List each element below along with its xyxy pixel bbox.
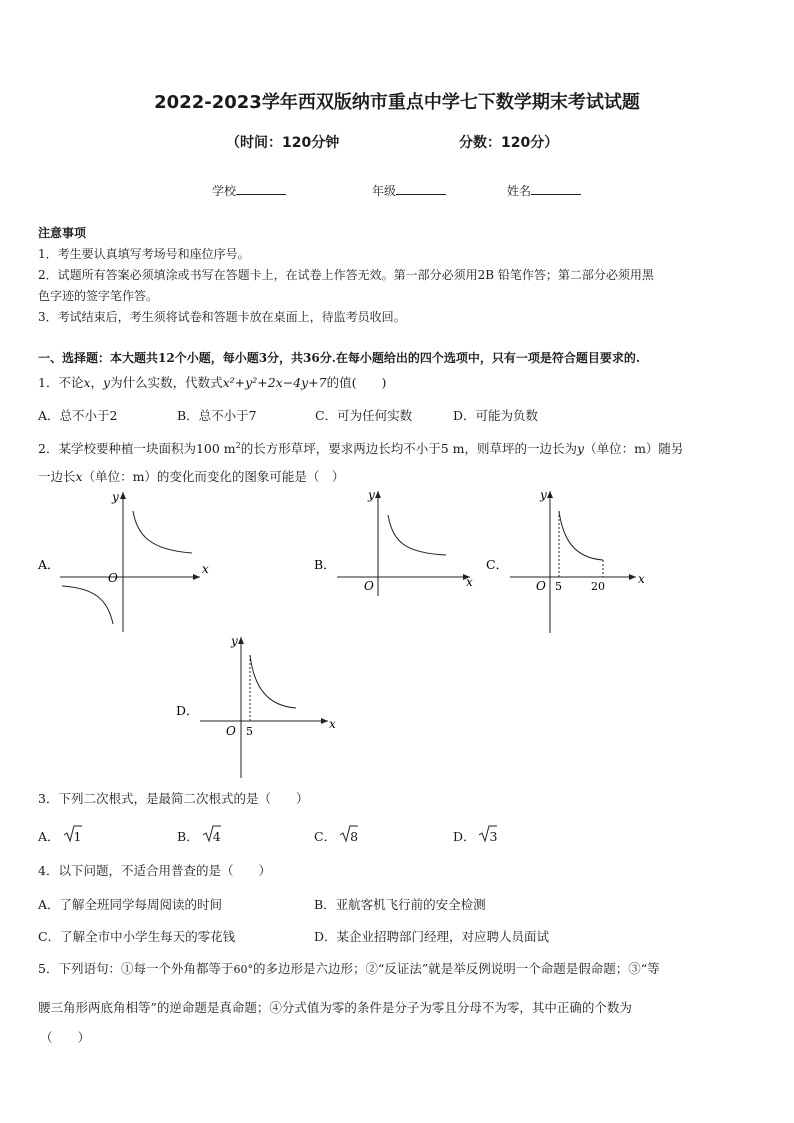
curve-q3 bbox=[62, 586, 113, 624]
graph-d-label: D． bbox=[176, 703, 199, 718]
tick-5: 5 bbox=[246, 725, 253, 738]
q3-option-c-value: 8 bbox=[350, 829, 359, 844]
x-arrow bbox=[629, 574, 636, 580]
x-label: x bbox=[638, 572, 645, 586]
q3-option-c[interactable] bbox=[314, 827, 358, 845]
origin-label: O bbox=[108, 571, 118, 585]
q1-option-c[interactable]: C．可为任何实数 bbox=[315, 408, 413, 423]
tick-5: 5 bbox=[555, 580, 562, 593]
exam-time: （时间：120分钟 bbox=[226, 135, 340, 151]
graph-c[interactable] bbox=[486, 488, 645, 633]
y-arrow bbox=[547, 491, 553, 498]
graph-d[interactable] bbox=[176, 634, 336, 778]
origin-label: O bbox=[226, 724, 236, 738]
q3-option-b[interactable] bbox=[177, 827, 221, 845]
q2-superscript: 2 bbox=[235, 441, 241, 450]
q5-text-b: 的多边形是六边形；②“反证法”就是举反例说明一个命题是假命题；③“等 bbox=[252, 961, 660, 976]
question-4-stem: 4．以下问题，不适合用普查的是（ ） bbox=[38, 863, 271, 878]
name-label: 姓名 bbox=[507, 184, 532, 198]
q3-radicals bbox=[64, 826, 497, 841]
q1-option-d[interactable]: D．可能为负数 bbox=[453, 408, 539, 423]
section-heading: 一、选择题：本大题共12个小题，每小题3分，共36分.在每小题给出的四个选项中，只有一项是符合题目要求的. bbox=[38, 351, 641, 365]
q2-var-y: y bbox=[577, 441, 585, 457]
curve bbox=[250, 655, 296, 708]
q1-expression: x²+y²+2x−4y+7 bbox=[222, 375, 327, 390]
q1-text-a: 1．不论 bbox=[38, 375, 84, 390]
question-5-line2: 腰三角形两底角相等”的逆命题是真命题；④分式值为零的条件是分子为零且分母不为零，其中正确的个数为 bbox=[38, 1000, 632, 1015]
graph-a[interactable] bbox=[37, 490, 209, 632]
q1-var-x: x bbox=[83, 375, 91, 390]
q3-option-a-label: A． bbox=[38, 829, 60, 844]
y-label: y bbox=[231, 634, 238, 648]
tick-20: 20 bbox=[591, 580, 605, 593]
q2-text-a: 2．某学校要种植一块面积为100 m bbox=[38, 441, 236, 457]
question-3-stem: 3．下列二次根式，是最简二次根式的是（ ） bbox=[38, 791, 309, 806]
q4-option-b[interactable]: B．亚航客机飞行前的安全检测 bbox=[314, 897, 486, 912]
q2-text-c: （单位：m）随另 bbox=[584, 441, 684, 457]
grade-label: 年级 bbox=[372, 184, 397, 198]
graph-a-label: A． bbox=[38, 557, 60, 572]
notes-heading: 注意事项 bbox=[38, 226, 87, 240]
q1-text-b: 为什么实数，代数式 bbox=[110, 375, 223, 390]
q3-option-c-label: C． bbox=[314, 829, 337, 844]
q4-option-a[interactable]: A．了解全班同学每周阅读的时间 bbox=[38, 897, 223, 912]
q2-text-b: 的长方形草坪，要求两边长均不小于5 m，则草坪的一边长为 bbox=[240, 441, 578, 457]
question-5-line1 bbox=[38, 960, 660, 979]
y-arrow bbox=[238, 637, 244, 644]
x-arrow bbox=[193, 574, 200, 580]
x-label: x bbox=[202, 562, 209, 576]
note-item: 1．考生要认真填写考场号和座位序号。 bbox=[38, 247, 250, 261]
y-arrow bbox=[120, 492, 126, 499]
q2-text-d: 一边长 bbox=[38, 469, 76, 484]
note-item: 色字迹的签字笔作答。 bbox=[38, 289, 159, 303]
x-label: x bbox=[466, 575, 473, 589]
q4-option-d[interactable]: D．某企业招聘部门经理，对应聘人员面试 bbox=[314, 929, 550, 944]
q3-option-d-label: D． bbox=[453, 829, 476, 844]
q1-option-a[interactable]: A．总不小于2 bbox=[38, 408, 118, 423]
q1-text-c: 的值( ) bbox=[326, 375, 387, 390]
q5-text-a: 5．下列语句：①每一个外角都等于 bbox=[38, 961, 234, 976]
exam-score: 分数：120分） bbox=[459, 135, 559, 151]
q3-option-d-value: 3 bbox=[489, 829, 498, 844]
graph-b[interactable] bbox=[314, 488, 473, 596]
q5-degree: 60° bbox=[233, 963, 253, 976]
q2-text-e: （单位：m）的变化而变化的图象可能是（ ） bbox=[82, 469, 345, 484]
x-label: x bbox=[329, 717, 336, 731]
question-5-line3: （ ） bbox=[40, 1030, 91, 1045]
origin-label: O bbox=[536, 579, 546, 593]
y-label: y bbox=[540, 488, 547, 502]
q4-option-c[interactable]: C．了解全市中小学生每天的零花钱 bbox=[38, 929, 236, 944]
origin-label: O bbox=[364, 579, 374, 593]
y-label: y bbox=[112, 490, 119, 504]
q1-option-b[interactable]: B．总不小于7 bbox=[177, 408, 257, 423]
school-label: 学校 bbox=[212, 184, 237, 198]
q3-option-b-label: B． bbox=[177, 829, 199, 844]
curve bbox=[388, 515, 446, 555]
graph-c-label: C． bbox=[486, 557, 509, 572]
q1-var-y: y bbox=[103, 375, 111, 390]
curve bbox=[559, 511, 603, 560]
y-label: y bbox=[368, 488, 375, 502]
q3-option-a[interactable] bbox=[38, 827, 81, 845]
q3-option-b-value: 4 bbox=[212, 829, 221, 844]
q2-var-x: x bbox=[75, 469, 83, 484]
q3-option-a-value: 1 bbox=[73, 829, 82, 844]
y-arrow bbox=[375, 491, 381, 498]
q3-option-d[interactable] bbox=[453, 827, 497, 845]
note-item: 3．考试结束后，考生须将试卷和答题卡放在桌面上，待监考员收回。 bbox=[38, 310, 406, 324]
exam-title: 2022-2023学年西双版纳市重点中学七下数学期末考试试题 bbox=[154, 92, 640, 113]
note-item: 2．试题所有答案必须填涂或书写在答题卡上，在试卷上作答无效。第一部分必须用2B 铅笔作答；第二部分必须用黑 bbox=[38, 268, 654, 282]
q1-comma: ， bbox=[90, 375, 104, 390]
x-arrow bbox=[321, 718, 328, 724]
graph-b-label: B． bbox=[314, 557, 336, 572]
curve-q1 bbox=[133, 511, 192, 553]
